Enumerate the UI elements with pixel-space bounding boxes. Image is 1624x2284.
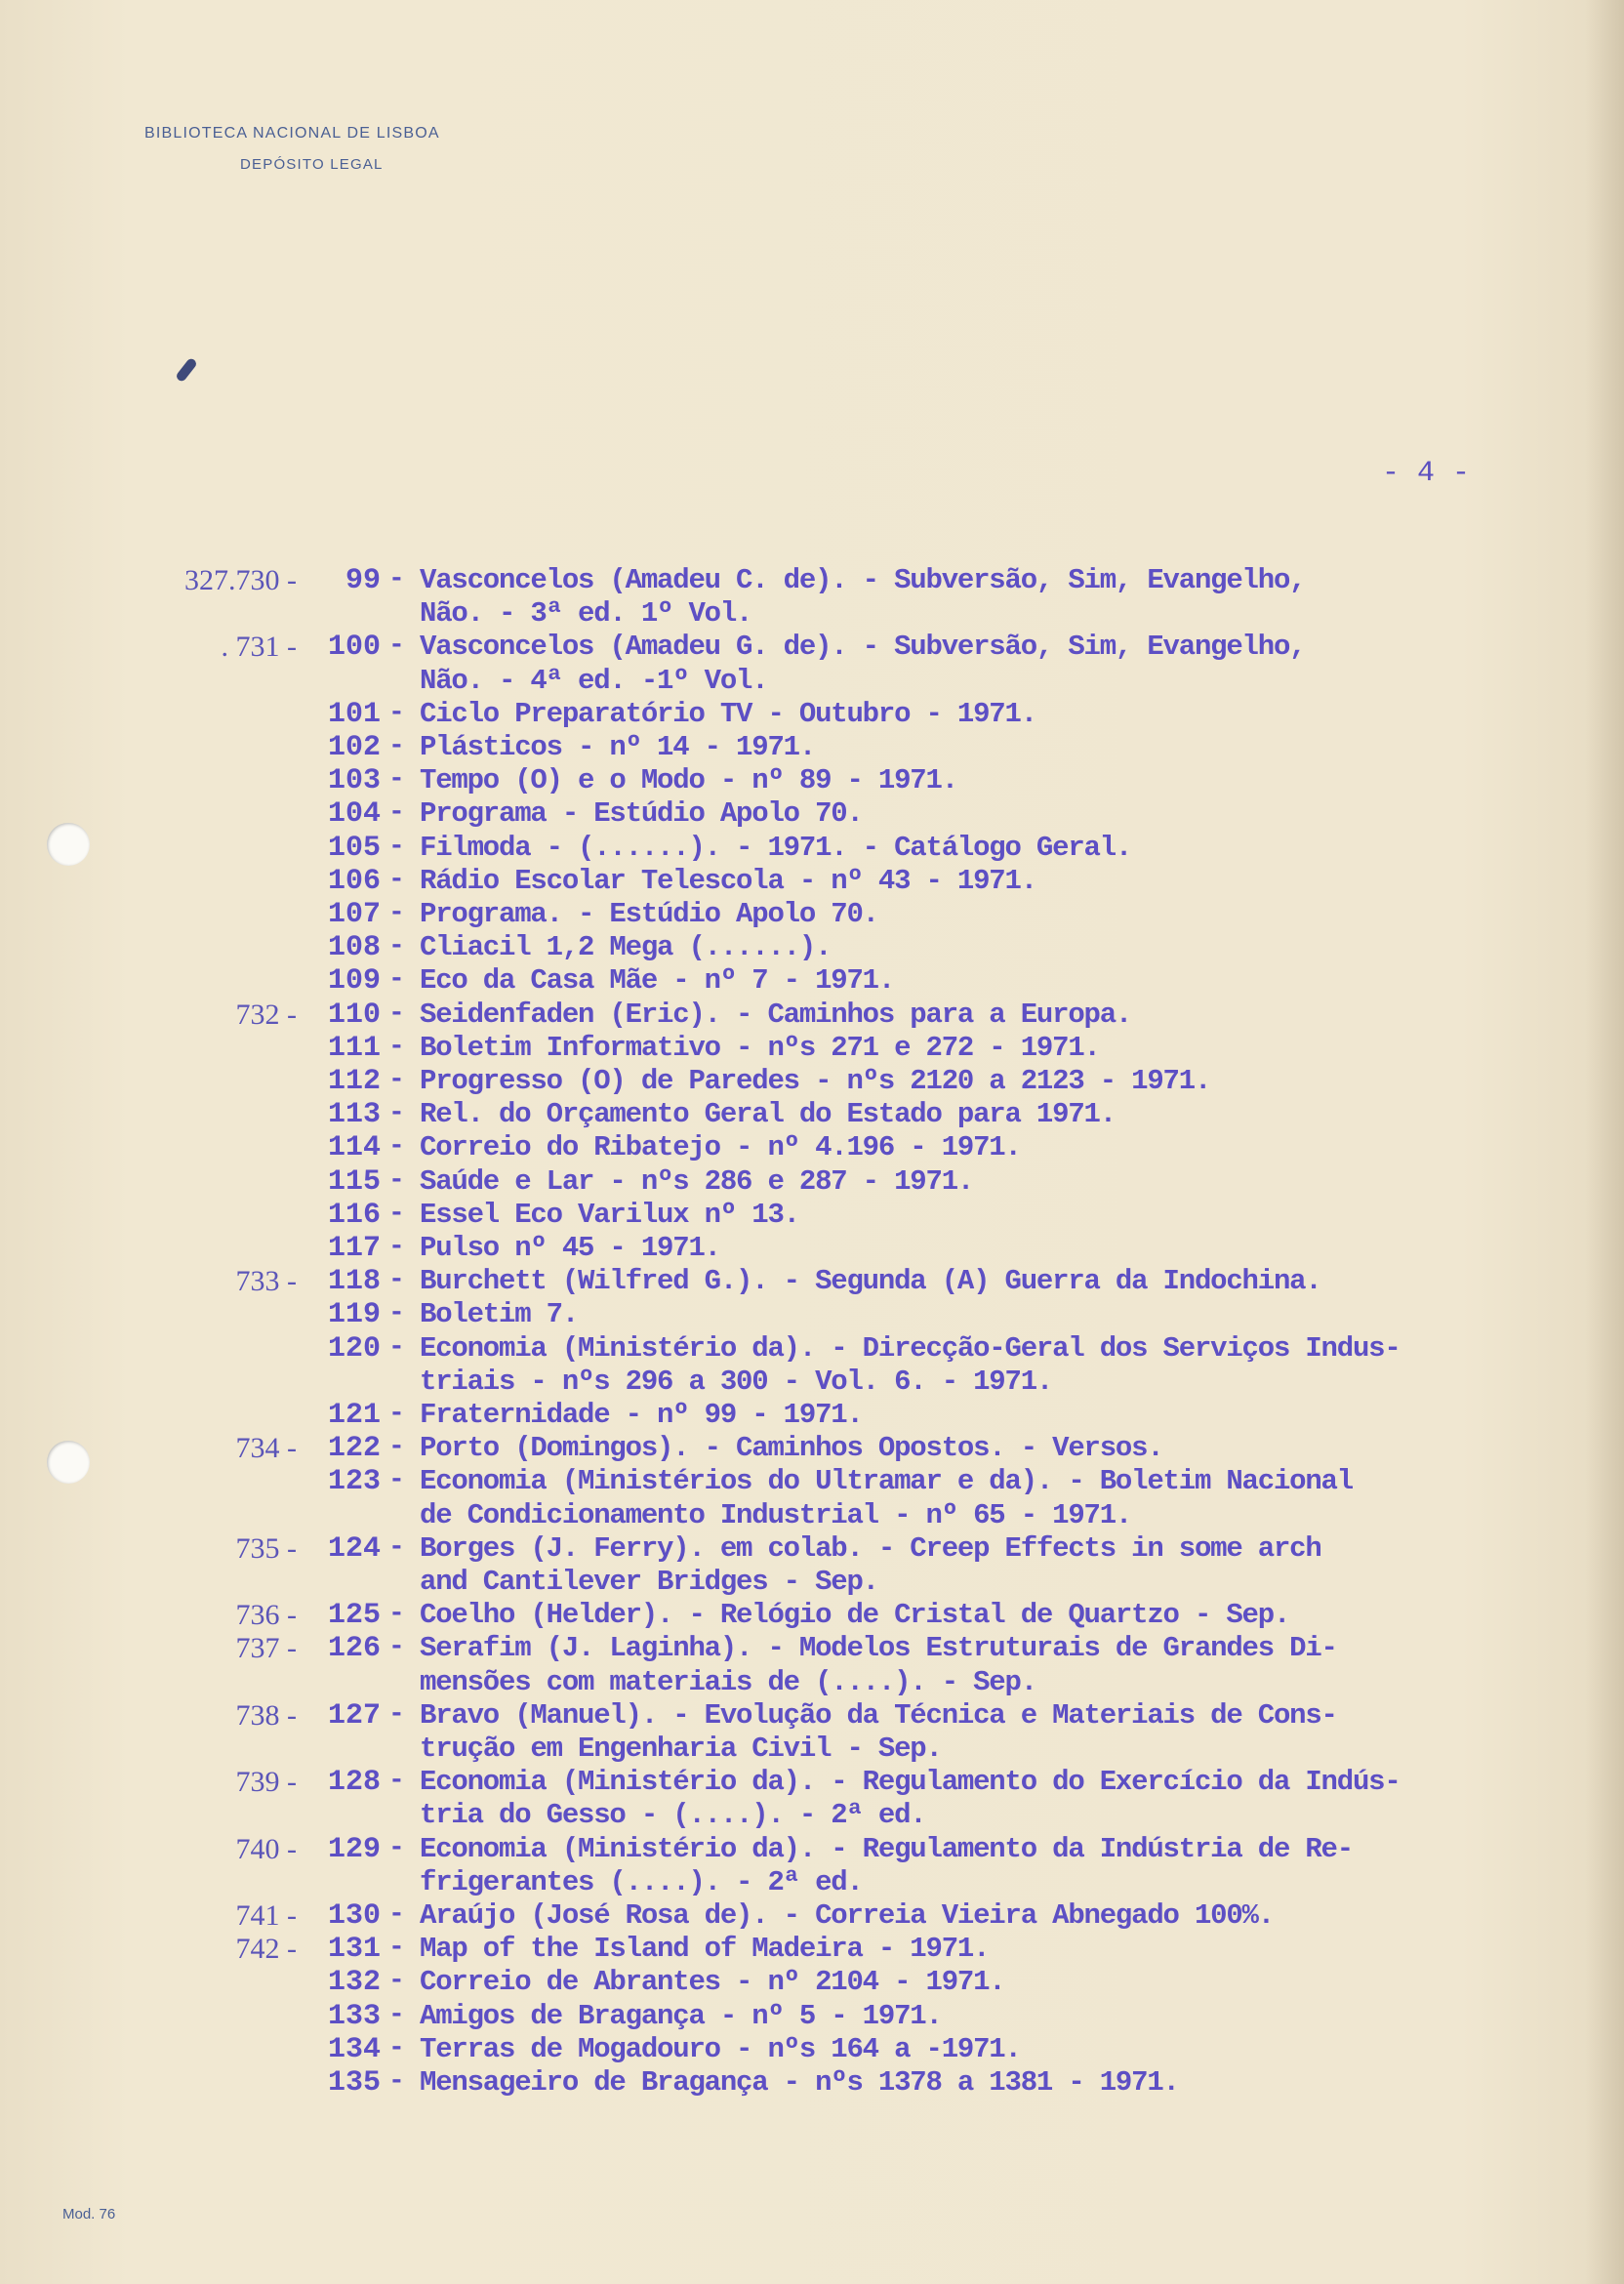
list-item xyxy=(0,1232,1624,1265)
list-item xyxy=(0,1465,1624,1498)
entry-number: 103 xyxy=(327,764,381,798)
entry-title: Programa. - Estúdio Apolo 70. xyxy=(420,898,878,930)
entry-title: Amigos de Bragança - nº 5 - 1971. xyxy=(420,1999,942,2032)
separator-dash: - xyxy=(388,1198,405,1229)
separator-dash: - xyxy=(388,797,405,829)
entry-number: 131 xyxy=(327,1933,381,1967)
entry-number: 104 xyxy=(327,797,381,832)
separator-dash: - xyxy=(388,1832,405,1863)
entry-number: 106 xyxy=(327,864,381,898)
separator-dash: - xyxy=(388,1899,405,1930)
list-item-continuation xyxy=(0,597,1624,631)
entry-title: Terras de Mogadouro - nºs 164 a -1971. xyxy=(420,2032,1021,2065)
entry-title: Correio do Ribatejo - nº 4.196 - 1971. xyxy=(420,1131,1021,1164)
entry-number: 118 xyxy=(327,1265,381,1299)
entry-title: Eco da Casa Mãe - nº 7 - 1971. xyxy=(420,964,895,998)
entry-number: 122 xyxy=(327,1432,381,1466)
entry-title-continuation: Não. - 3ª ed. 1º Vol. xyxy=(420,597,752,631)
separator-dash: - xyxy=(388,1465,405,1496)
entry-title: Saúde e Lar - nºs 286 e 287 - 1971. xyxy=(420,1164,974,1198)
entry-number: 125 xyxy=(327,1599,381,1633)
accession-number: 739 - xyxy=(235,1766,297,1799)
entry-title: Boletim 7. xyxy=(420,1298,579,1331)
entry-title-continuation: tria do Gesso - (....). - 2ª ed. xyxy=(420,1799,926,1832)
separator-dash: - xyxy=(388,1164,405,1196)
list-item-continuation xyxy=(0,1799,1624,1832)
entry-number: 107 xyxy=(327,898,381,931)
list-item-continuation xyxy=(0,1733,1624,1766)
separator-dash: - xyxy=(388,1399,405,1429)
entry-number: 99 xyxy=(345,564,381,597)
list-item xyxy=(0,1699,1624,1733)
list-item xyxy=(0,1532,1624,1566)
entry-number: 117 xyxy=(327,1232,381,1265)
list-item xyxy=(0,1833,1624,1866)
accession-number: 736 - xyxy=(235,1599,297,1632)
list-item xyxy=(0,832,1624,865)
separator-dash: - xyxy=(388,831,405,862)
accession-number: 734 - xyxy=(235,1432,297,1465)
entry-title: Cliacil 1,2 Mega (......). xyxy=(420,931,832,964)
entry-title: Rel. do Orçamento Geral do Estado para 1971. xyxy=(420,1098,1116,1131)
entry-title: Porto (Domingos). - Caminhos Opostos. - Versos. xyxy=(420,1432,1163,1465)
list-item-continuation xyxy=(0,1566,1624,1599)
entry-title: Progresso (O) de Paredes - nºs 2120 a 2123 - 1971. xyxy=(420,1065,1211,1097)
list-item xyxy=(0,898,1624,931)
entry-number: 120 xyxy=(327,1331,381,1366)
separator-dash: - xyxy=(388,898,405,928)
list-item xyxy=(0,1599,1624,1632)
accession-number: 737 - xyxy=(235,1632,297,1665)
separator-dash: - xyxy=(388,2066,405,2097)
list-item xyxy=(0,1131,1624,1164)
list-item-continuation xyxy=(0,665,1624,698)
form-model-label: Mod. 76 xyxy=(62,2206,116,2223)
list-item xyxy=(0,1399,1624,1432)
list-item xyxy=(0,999,1624,1032)
list-item xyxy=(0,964,1624,998)
entry-number: 115 xyxy=(327,1164,381,1199)
list-item xyxy=(0,797,1624,831)
separator-dash: - xyxy=(388,2032,405,2063)
entry-title: Burchett (Wilfred G.). - Segunda (A) Guerra da Indochina. xyxy=(420,1265,1321,1298)
entry-title: Vasconcelos (Amadeu G. de). - Subversão, Sim, Evangelho, xyxy=(420,631,1306,664)
accession-number: . 731 - xyxy=(221,631,297,664)
entry-title-continuation: and Cantilever Bridges - Sep. xyxy=(420,1566,878,1598)
entry-title: Correio de Abrantes - nº 2104 - 1971. xyxy=(420,1966,1005,1999)
entry-title: Seidenfaden (Eric). - Caminhos para a Europa. xyxy=(420,998,1132,1031)
separator-dash: - xyxy=(388,731,405,761)
entry-number: 129 xyxy=(327,1832,381,1866)
entry-number: 127 xyxy=(327,1698,381,1733)
accession-number: 732 - xyxy=(235,998,297,1031)
list-item xyxy=(0,1632,1624,1665)
entry-number: 121 xyxy=(327,1399,381,1432)
separator-dash: - xyxy=(388,1098,405,1129)
entry-title-continuation: trução em Engenharia Civil - Sep. xyxy=(420,1733,942,1765)
entry-title: Map of the Island of Madeira - 1971. xyxy=(420,1933,990,1966)
entry-number: 128 xyxy=(327,1766,381,1800)
entry-number: 110 xyxy=(327,998,381,1032)
entry-number: 109 xyxy=(327,964,381,999)
list-item xyxy=(0,2000,1624,2033)
separator-dash: - xyxy=(388,1298,405,1329)
entry-title: Pulso nº 45 - 1971. xyxy=(420,1232,720,1264)
entry-number: 133 xyxy=(327,1999,381,2033)
list-item xyxy=(0,1966,1624,1999)
separator-dash: - xyxy=(388,1531,405,1563)
entry-title: Coelho (Helder). - Relógio de Cristal de Quartzo - Sep. xyxy=(420,1599,1290,1632)
list-item xyxy=(0,1899,1624,1933)
entry-number: 116 xyxy=(327,1198,381,1232)
separator-dash: - xyxy=(388,1331,405,1363)
separator-dash: - xyxy=(388,864,405,895)
list-item xyxy=(0,1265,1624,1298)
entry-number: 112 xyxy=(327,1065,381,1098)
entry-title: Ciclo Preparatório TV - Outubro - 1971. xyxy=(420,697,1036,730)
entry-number: 124 xyxy=(327,1531,381,1566)
entry-number: 130 xyxy=(327,1899,381,1933)
entry-title-continuation: de Condicionamento Industrial - nº 65 - 1971. xyxy=(420,1498,1132,1531)
entry-title: Boletim Informativo - nºs 271 e 272 - 1971. xyxy=(420,1031,1100,1064)
separator-dash: - xyxy=(388,1065,405,1095)
entry-title: Economia (Ministério da). - Regulamento do Exercício da Indús- xyxy=(420,1766,1401,1799)
entry-title: Borges (J. Ferry). em colab. - Creep Effects in some arch xyxy=(420,1531,1321,1565)
list-item xyxy=(0,1432,1624,1465)
list-item xyxy=(0,731,1624,764)
separator-dash: - xyxy=(388,1265,405,1296)
entry-title: Programa - Estúdio Apolo 70. xyxy=(420,797,863,831)
separator-dash: - xyxy=(388,564,405,594)
list-item xyxy=(0,1298,1624,1331)
entry-title: Araújo (José Rosa de). - Correia Vieira Abnegado 100%. xyxy=(420,1899,1274,1932)
separator-dash: - xyxy=(388,1698,405,1730)
entry-number: 126 xyxy=(327,1632,381,1666)
page-number: - 4 - xyxy=(1382,457,1471,490)
list-item xyxy=(0,2033,1624,2066)
separator-dash: - xyxy=(388,1966,405,1997)
entry-title: Tempo (O) e o Modo - nº 89 - 1971. xyxy=(420,764,957,797)
list-item xyxy=(0,1199,1624,1232)
entry-title: Economia (Ministério da). - Regulamento da Indústria de Re- xyxy=(420,1832,1353,1865)
list-item xyxy=(0,1032,1624,1065)
entry-number: 113 xyxy=(327,1098,381,1132)
entry-number: 119 xyxy=(327,1298,381,1332)
list-item xyxy=(0,1766,1624,1799)
entry-title: Essel Eco Varilux nº 13. xyxy=(420,1198,799,1231)
list-item xyxy=(0,764,1624,797)
entry-title: Rádio Escolar Telescola - nº 43 - 1971. xyxy=(420,864,1036,897)
separator-dash: - xyxy=(388,1933,405,1964)
list-item xyxy=(0,564,1624,597)
separator-dash: - xyxy=(388,631,405,662)
list-item-continuation xyxy=(0,1499,1624,1532)
separator-dash: - xyxy=(388,1131,405,1162)
list-item xyxy=(0,631,1624,664)
entry-number: 108 xyxy=(327,931,381,965)
entry-number: 135 xyxy=(327,2066,381,2100)
entry-number: 105 xyxy=(327,831,381,865)
list-item xyxy=(0,1065,1624,1098)
separator-dash: - xyxy=(388,1766,405,1797)
list-item xyxy=(0,865,1624,898)
entry-number: 101 xyxy=(327,697,381,731)
separator-dash: - xyxy=(388,1999,405,2030)
accession-number: 742 - xyxy=(235,1933,297,1966)
separator-dash: - xyxy=(388,697,405,728)
letterhead-library-name: BIBLIOTECA NACIONAL DE LISBOA xyxy=(144,125,440,142)
accession-number: 740 - xyxy=(235,1832,297,1865)
entry-number: 100 xyxy=(327,631,381,665)
letterhead-department: DEPÓSITO LEGAL xyxy=(240,156,384,173)
accession-number: 327.730 - xyxy=(184,564,297,596)
separator-dash: - xyxy=(388,1632,405,1663)
entry-title: Bravo (Manuel). - Evolução da Técnica e Materiais de Cons- xyxy=(420,1698,1337,1732)
list-item-continuation xyxy=(0,1666,1624,1699)
accession-number: 741 - xyxy=(235,1899,297,1932)
entry-number: 132 xyxy=(327,1966,381,2000)
entry-title-continuation: frigerantes (....). - 2ª ed. xyxy=(420,1865,863,1898)
separator-dash: - xyxy=(388,1232,405,1262)
entry-title: Economia (Ministério da). - Direcção-Geral dos Serviços Indus- xyxy=(420,1331,1401,1365)
list-item-continuation xyxy=(0,1366,1624,1399)
entry-title: Mensageiro de Bragança - nºs 1378 a 1381 - 1971. xyxy=(420,2066,1179,2099)
entry-title-continuation: mensões com materiais de (....). - Sep. xyxy=(420,1665,1036,1698)
entry-number: 123 xyxy=(327,1465,381,1499)
entry-title-continuation: triais - nºs 296 a 300 - Vol. 6. - 1971. xyxy=(420,1365,1053,1398)
list-item xyxy=(0,1933,1624,1966)
list-item xyxy=(0,2066,1624,2100)
entry-number: 102 xyxy=(327,731,381,764)
list-item-continuation xyxy=(0,1866,1624,1899)
entry-title: Vasconcelos (Amadeu C. de). - Subversão, Sim, Evangelho, xyxy=(420,564,1306,596)
separator-dash: - xyxy=(388,998,405,1029)
entry-title: Fraternidade - nº 99 - 1971. xyxy=(420,1399,863,1431)
separator-dash: - xyxy=(388,764,405,795)
separator-dash: - xyxy=(388,931,405,962)
separator-dash: - xyxy=(388,1031,405,1062)
accession-number: 738 - xyxy=(235,1698,297,1732)
entry-number: 111 xyxy=(327,1031,381,1065)
separator-dash: - xyxy=(388,1432,405,1463)
entry-title: Plásticos - nº 14 - 1971. xyxy=(420,731,816,763)
list-item xyxy=(0,698,1624,731)
entry-title-continuation: Não. - 4ª ed. -1º Vol. xyxy=(420,664,768,697)
entry-title: Filmoda - (......). - 1971. - Catálogo Geral. xyxy=(420,831,1132,864)
list-item xyxy=(0,1165,1624,1199)
list-item xyxy=(0,1098,1624,1131)
entry-title: Serafim (J. Laginha). - Modelos Estruturais de Grandes Di- xyxy=(420,1632,1337,1665)
separator-dash: - xyxy=(388,1599,405,1630)
entry-number: 134 xyxy=(327,2032,381,2066)
list-item xyxy=(0,1332,1624,1366)
accession-number: 735 - xyxy=(235,1531,297,1565)
list-item xyxy=(0,931,1624,964)
accession-number: 733 - xyxy=(235,1265,297,1298)
entry-number: 114 xyxy=(327,1131,381,1165)
separator-dash: - xyxy=(388,964,405,996)
entry-title: Economia (Ministérios do Ultramar e da). - Boletim Nacional xyxy=(420,1465,1353,1498)
